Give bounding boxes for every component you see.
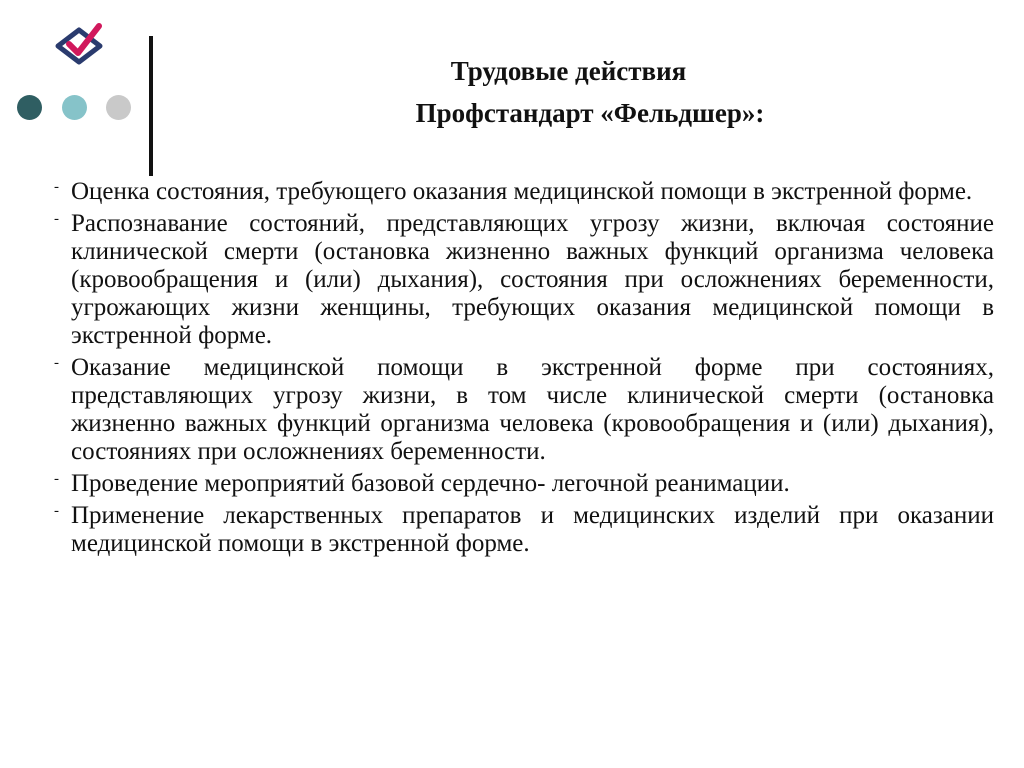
bullet-marker: - [54,503,59,519]
list-item-text: Применение лекарственных препаратов и медицинских изделий при оказании медицинской помощи в экстренной форме. [71,502,994,557]
checkbox-check-icon [52,22,106,68]
bullet-marker: - [54,355,59,371]
list-item-text: Оказание медицинской помощи в экстренной форме при состояниях, представляющих угрозу жизни, в том числе клинической смерти (остановка жизненно важных функций организма человека (кровообращения и (или) дыхания), состояниях при осложнениях беременности. [71,354,994,465]
labor-actions-list [52,178,994,562]
dot-light [106,95,131,120]
dot-dark [17,95,42,120]
list-item-text: Распознавание состояний, представляющих угрозу жизни, включая состояние клинической смерти (остановка жизненно важных функций организма человека (кровообращения и (или) дыхания), состояния при осложнениях беременности, угрожающих жизни женщины, требующих оказания медицинской помощи в экстренной форме. [71,210,994,349]
list-item [52,354,994,466]
bullet-marker: - [54,179,59,195]
dot-mid [62,95,87,120]
list-item [52,470,994,498]
decorative-dots [17,95,137,121]
list-item-text: Оценка состояния, требующего оказания медицинской помощи в экстренной форме. [71,178,973,205]
bullet-marker: - [54,471,59,487]
list-item [52,178,994,206]
list-item [52,210,994,350]
list-item [52,502,994,558]
slide-title-line-1: Трудовые действия [450,56,687,86]
list-item-text: Проведение мероприятий базовой сердечно- легочной реанимации. [71,470,790,497]
slide-title-line-2: Профстандарт «Фельдшер»: [415,98,765,128]
vertical-divider [149,36,153,176]
bullet-marker: - [54,211,59,227]
